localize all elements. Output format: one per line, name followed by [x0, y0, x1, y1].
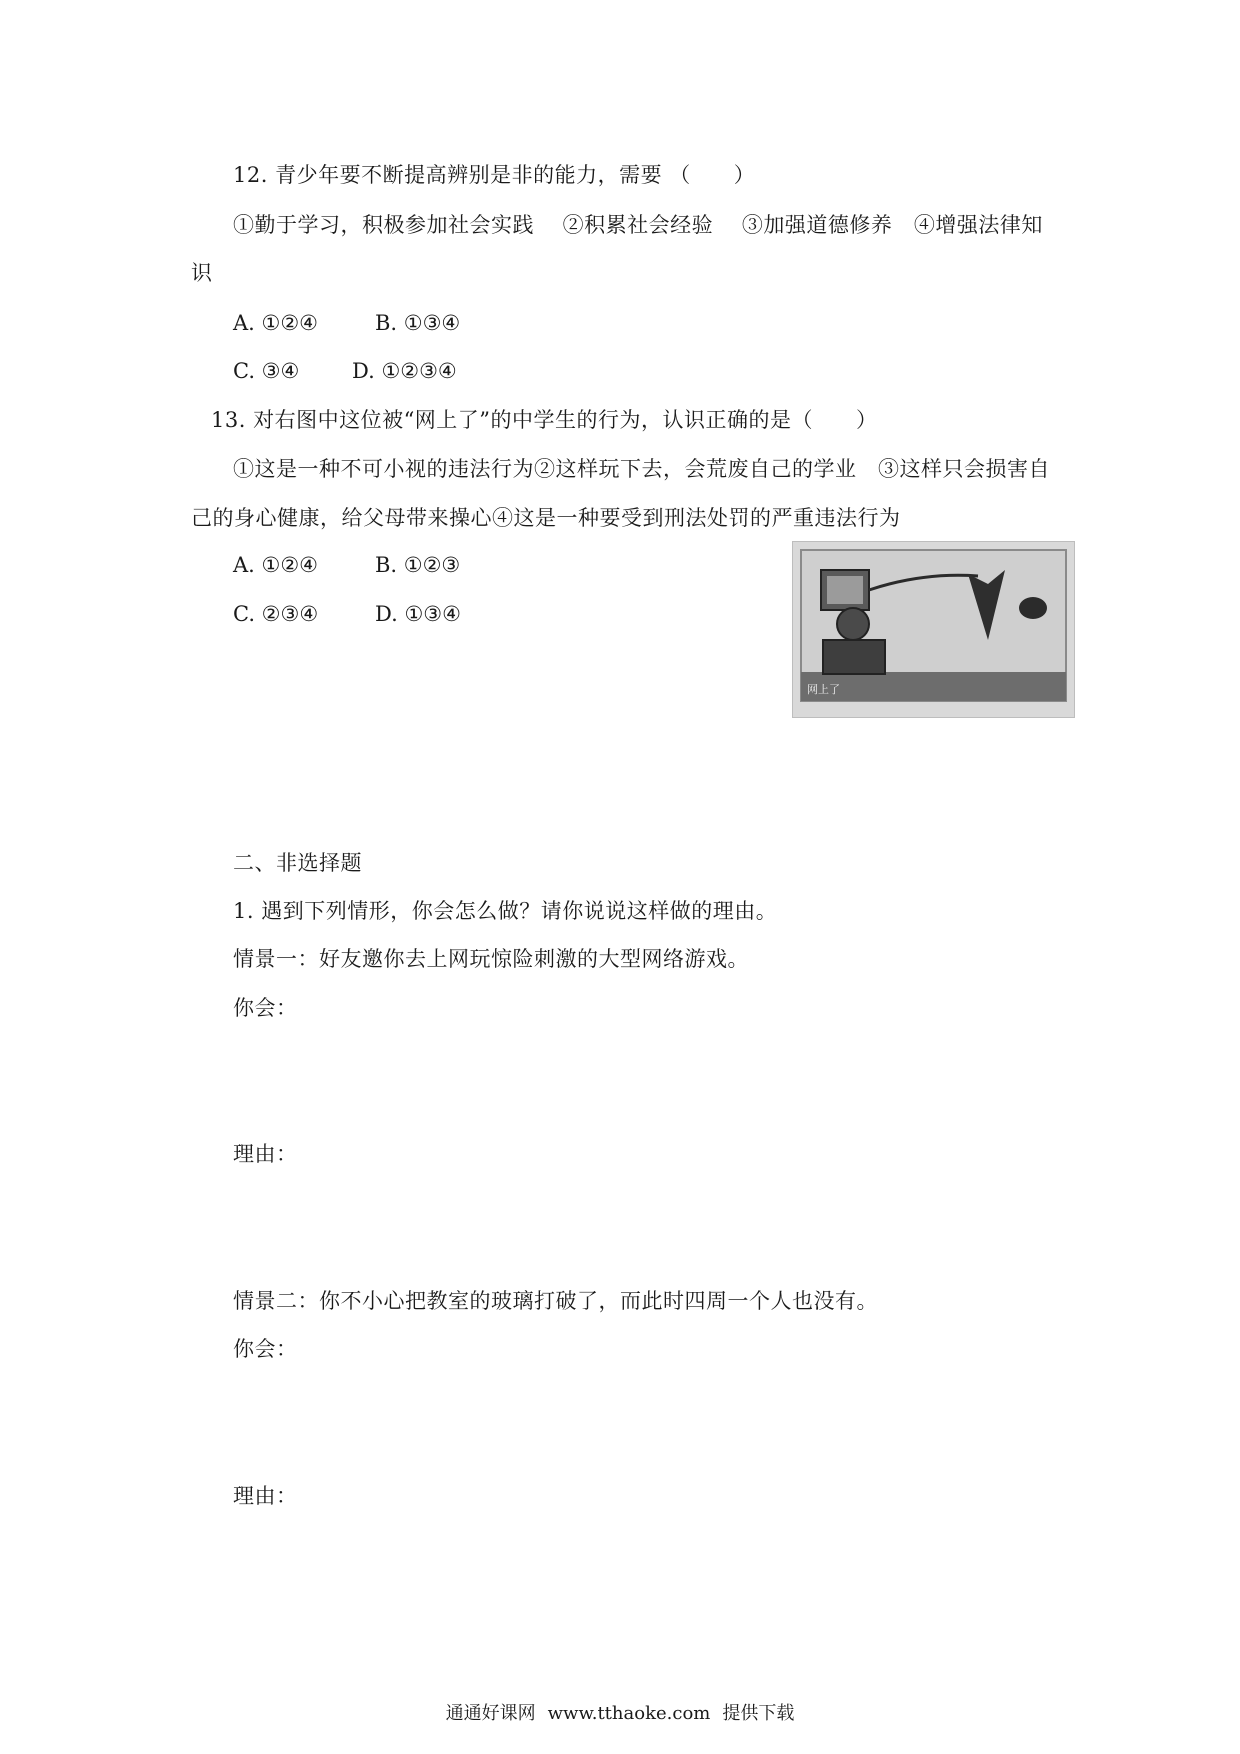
q13-items-line1: ①这是一种不可小视的违法行为②这样玩下去，会荒废自己的学业 ③这样只会损害自 — [233, 457, 1050, 481]
footer-suffix: 提供下载 — [722, 1703, 795, 1724]
q13-option-b: B. ①②③ — [375, 553, 461, 577]
q12-option-d: D. ①②③④ — [352, 359, 457, 383]
q12-stem: 12. 青少年要不断提高辨别是非的能力，需要 （ ） — [233, 163, 756, 187]
q13-option-c: C. ②③④ — [233, 602, 319, 626]
reason-label-2: 理由： — [233, 1484, 298, 1508]
page-footer — [0, 1699, 1240, 1725]
footer-url[interactable]: www.tthaoke.com — [547, 1703, 711, 1724]
q13-stem: 13. 对右图中这位被“网上了”的中学生的行为，认识正确的是（ ） — [211, 408, 878, 432]
q12-option-b: B. ①③④ — [375, 311, 461, 335]
q12-option-a: A. ①②④ — [233, 311, 318, 335]
section2-heading: 二、非选择题 — [233, 851, 362, 875]
q13-option-a: A. ①②④ — [233, 553, 318, 577]
figure-caption: 网上了 — [807, 683, 840, 696]
scene2-text: 情景二：你不小心把教室的玻璃打破了，而此时四周一个人也没有。 — [233, 1289, 878, 1313]
q13-option-d: D. ①③④ — [375, 602, 461, 626]
q12-items-line1: ①勤于学习，积极参加社会实践 ②积累社会经验 ③加强道德修养 ④增强法律知 — [233, 213, 1043, 237]
q13-cartoon-figure — [792, 541, 1075, 718]
scene1-text: 情景一：好友邀你去上网玩惊险刺激的大型网络游戏。 — [233, 947, 749, 971]
section2-q1-prompt: 1. 遇到下列情形，你会怎么做？请你说说这样做的理由。 — [233, 899, 778, 923]
q12-items-line2: 识 — [191, 261, 213, 285]
you-will-label-1: 你会： — [233, 996, 298, 1020]
footer-site-name: 通通好课网 — [445, 1703, 536, 1724]
reason-label-1: 理由： — [233, 1142, 298, 1166]
you-will-label-2: 你会： — [233, 1337, 298, 1361]
q12-option-c: C. ③④ — [233, 359, 300, 383]
q13-items-line2: 己的身心健康，给父母带来操心④这是一种要受到刑法处罚的严重违法行为 — [191, 506, 901, 530]
